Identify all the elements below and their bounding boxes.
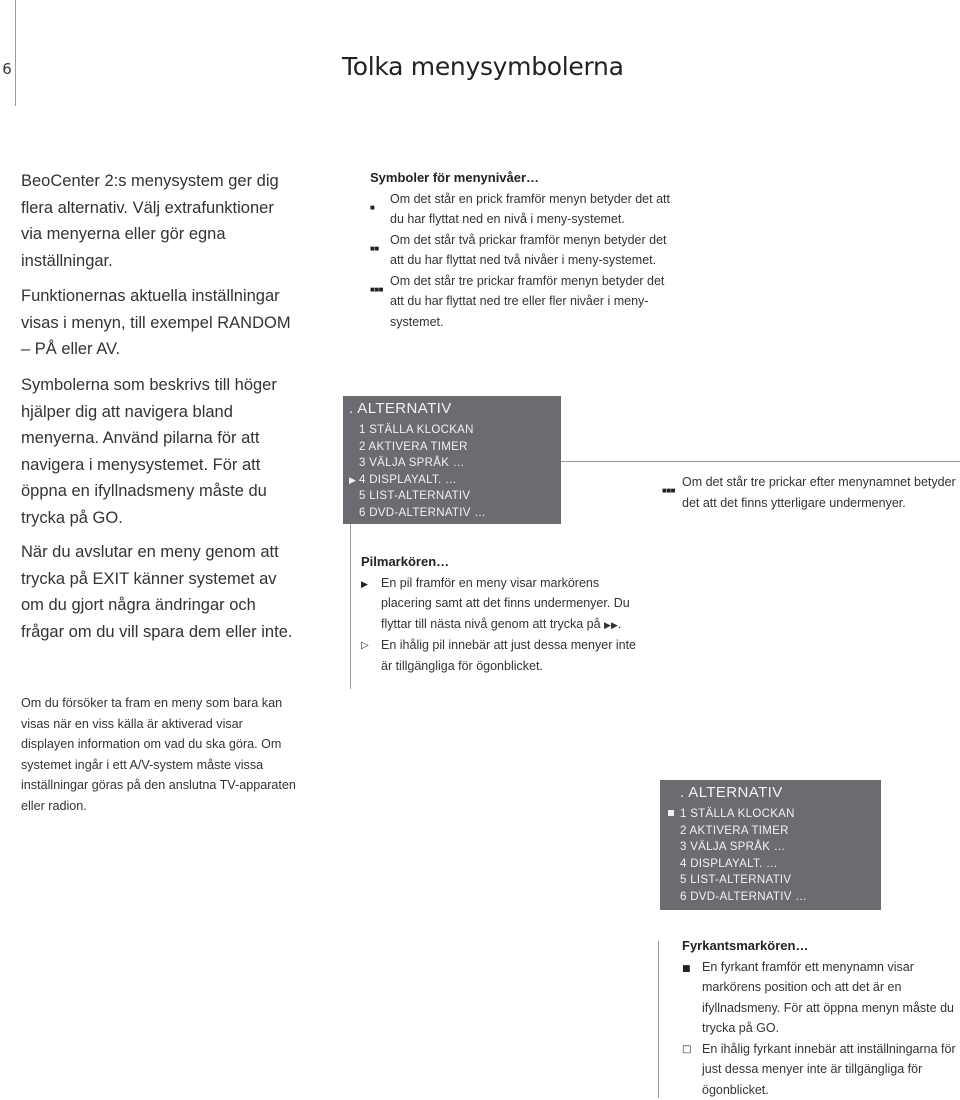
menu-item: 6 DVD-ALTERNATIV … (672, 889, 881, 906)
filled-arrow-icon: ▶ (361, 575, 368, 596)
source-text (21, 693, 296, 816)
menu-title: . ALTERNATIV (343, 396, 561, 422)
two-dots-icon: ■■ (370, 239, 379, 260)
menu-item: 3 VÄLJA SPRÅK … (351, 455, 561, 472)
intro-para-3: Symbolerna som beskrivs till höger hjälper dig att navigera bland menyerna. Använd pilarna för att navigera i menysystemet. För att öppna en ifyllnadsmeny måste du trycka på GO. (21, 372, 296, 531)
one-dot-text: Om det står en prick framför menyn betyder det att du har flyttat ned en nivå i meny-systemet. (390, 192, 670, 227)
intro-para-5: Om du försöker ta fram en meny som bara kan visas när en viss källa är aktiverad visar displayen information om vad du ska göra. Om systemet ingår i ett A/V-system måste vissa inställningar göras på den anslutna TV-apparaten eller radion. (21, 693, 296, 816)
filled-square-icon: ■ (682, 959, 691, 980)
menu-levels-heading: Symboler för menynivåer… (370, 168, 670, 189)
page-title: Tolka menysymbolerna (342, 52, 624, 81)
arrow-item-filled-text: En pil framför en meny visar markörens placering samt att det finns undermenyer. Du flyttar till nästa nivå genom att trycka på (381, 576, 630, 631)
one-dot-item (370, 189, 670, 230)
arrow-cursor-heading: Pilmarkören… (361, 552, 641, 573)
arrow-cursor-section (361, 552, 641, 676)
exit-text (21, 539, 296, 645)
settings-text (21, 283, 296, 363)
arrow-cursor-icon: ▶ (349, 472, 356, 489)
three-dot-item (370, 271, 670, 333)
one-dot-icon: ■ (370, 198, 374, 219)
two-dot-item (370, 230, 670, 271)
menu-title: . ALTERNATIV (660, 780, 881, 806)
submenu-note (662, 472, 960, 513)
intro-para-2: Funktionernas aktuella inställningar visas i menyn, till exempel RANDOM – PÅ eller AV. (21, 283, 296, 363)
hollow-arrow-icon: ▷ (361, 636, 369, 657)
two-dot-text: Om det står två prickar framför menyn betyder det att du har flyttat ned två nivåer i meny-systemet. (390, 233, 667, 268)
menu-example-arrow (343, 396, 561, 524)
menu-item: 5 LIST-ALTERNATIV (672, 872, 881, 889)
menu-item: 2 AKTIVERA TIMER (672, 823, 881, 840)
page-number: 6 (0, 60, 14, 78)
arrow-item-filled: ▶ En pil framför en meny visar markörens placering samt att det finns undermenyer. Du flyttar till nästa nivå genom att trycka på ▶▶. (361, 573, 641, 636)
three-dots-icon: ■■■ (662, 481, 675, 502)
menu-levels-section (370, 168, 670, 332)
menu-item-selected: ▶ 4 DISPLAYALT. … (351, 472, 561, 489)
menu-item: 6 DVD-ALTERNATIV … (351, 505, 561, 522)
double-arrow-icon: ▶▶ (604, 620, 618, 630)
three-dot-text: Om det står tre prickar framför menyn betyder det att du har flyttat ned tre eller fler nivåer i meny-systemet. (390, 274, 664, 329)
symbols-text (21, 372, 296, 531)
intro-para-4: När du avslutar en meny genom att trycka på EXIT känner systemet av om du gjort några ändringar och frågar om du vill spara dem eller inte. (21, 539, 296, 645)
square-cursor-icon (668, 810, 674, 816)
menu-item-selected: 1 STÄLLA KLOCKAN (672, 806, 881, 823)
three-dots-icon: ■■■ (370, 280, 383, 301)
square-cursor-heading: Fyrkantsmarkören… (682, 936, 958, 957)
menu-item: 4 DISPLAYALT. … (672, 856, 881, 873)
hollow-square-icon: □ (682, 1040, 691, 1061)
square-item-hollow-text: En ihålig fyrkant innebär att inställningarna för just dessa menyer inte är tillgängliga för ögonblicket. (702, 1042, 956, 1097)
arrow-item-hollow (361, 635, 641, 676)
intro-para-1: BeoCenter 2:s menysystem ger dig flera alternativ. Välj extrafunktioner via menyerna eller gör egna inställningar. (21, 168, 296, 274)
intro-text (21, 168, 296, 274)
submenu-note-text: Om det står tre prickar efter menynamnet betyder det att det finns ytterligare undermenyer. (682, 475, 956, 510)
square-cursor-section (682, 936, 958, 1100)
square-item-filled (682, 957, 958, 1039)
right-section-divider (658, 941, 659, 1098)
square-item-filled-text: En fyrkant framför ett menynamn visar markörens position och att det är en ifyllnadsmeny. För att öppna menyn måste du trycka på GO. (702, 960, 954, 1036)
menu-item: 1 STÄLLA KLOCKAN (351, 422, 561, 439)
arrow-item-hollow-text: En ihålig pil innebär att just dessa menyer inte är tillgängliga för ögonblicket. (381, 638, 636, 673)
header-divider (15, 0, 16, 106)
menu-item: 3 VÄLJA SPRÅK … (672, 839, 881, 856)
menu-example-square (660, 780, 881, 910)
menu-item: 2 AKTIVERA TIMER (351, 439, 561, 456)
menu-item: 5 LIST-ALTERNATIV (351, 488, 561, 505)
square-item-hollow (682, 1039, 958, 1100)
